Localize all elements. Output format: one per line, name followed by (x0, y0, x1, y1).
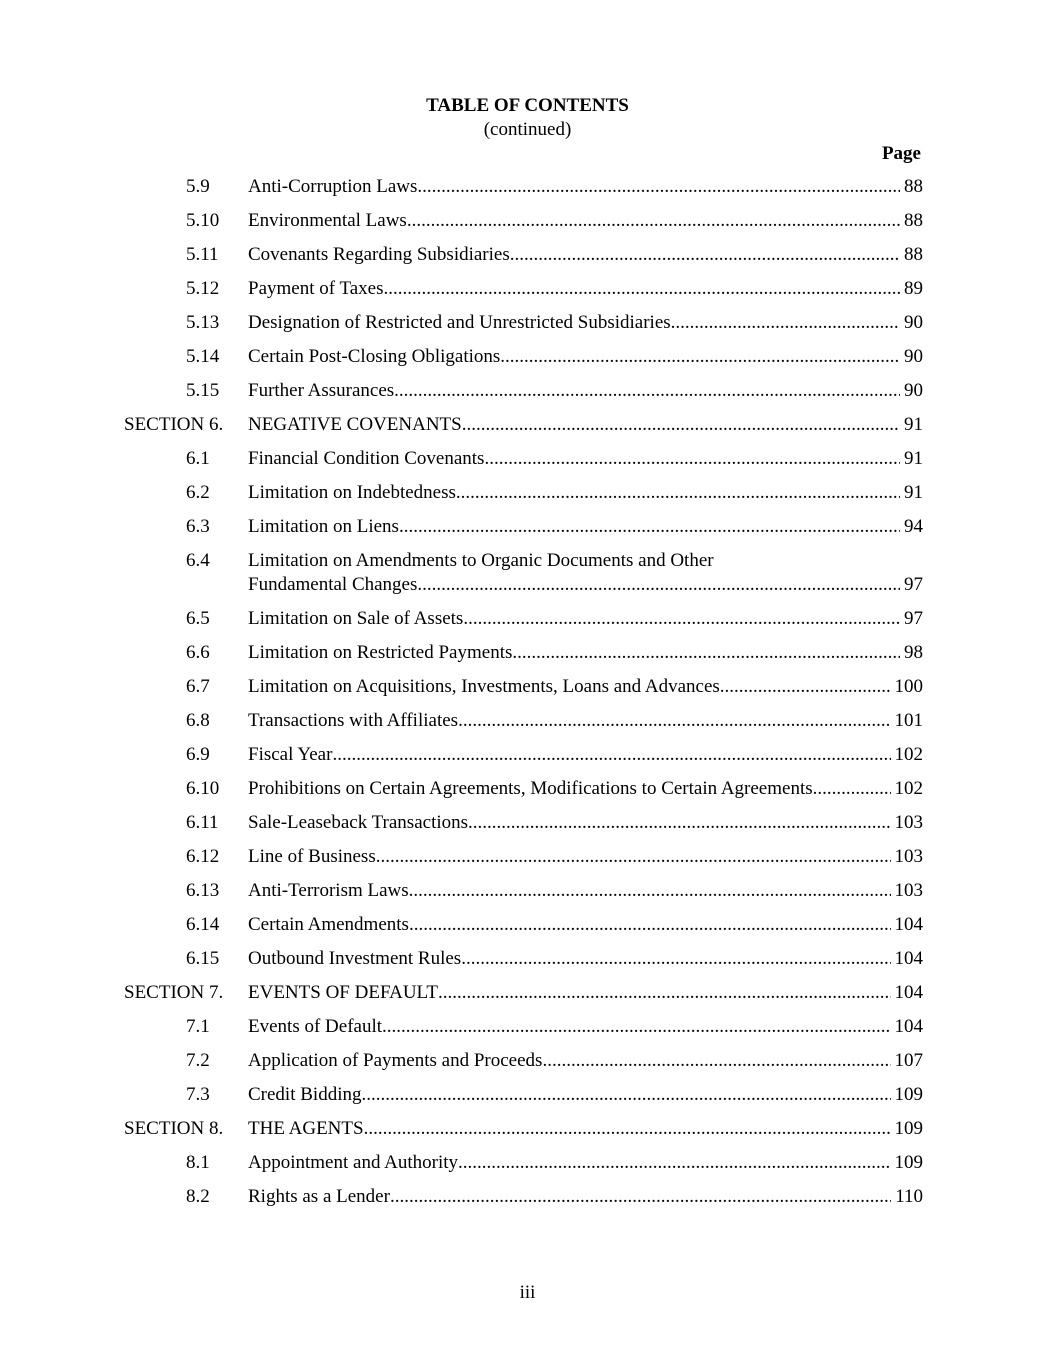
toc-entry-line (248, 913, 923, 937)
toc-entry-title: Events of Default (248, 1016, 383, 1037)
dot-leader (382, 1015, 890, 1039)
dot-leader (510, 243, 900, 267)
toc-entry[interactable] (0, 277, 1055, 311)
toc-entry-title: Environmental Laws (248, 210, 407, 231)
toc-entry-page-number: 88 (904, 210, 923, 231)
toc-entry-number: 6.5 (186, 608, 210, 629)
toc-entry-number: 7.1 (186, 1016, 210, 1037)
toc-list (0, 175, 1055, 1219)
toc-entry[interactable] (0, 243, 1055, 277)
dot-leader (409, 879, 891, 903)
toc-entry-line (248, 1083, 923, 1107)
toc-entry-title: Sale-Leaseback Transactions (248, 812, 469, 833)
toc-entry-page-number: 90 (904, 346, 923, 367)
toc-entry-page-number: 100 (894, 676, 923, 697)
toc-entry-title: Fiscal Year (248, 744, 333, 765)
toc-entry-title: Rights as a Lender (248, 1186, 390, 1207)
toc-entry-number: 6.11 (186, 812, 219, 833)
toc-entry-title: Anti-Corruption Laws (248, 176, 418, 197)
toc-entry-line (248, 1049, 923, 1073)
toc-entry[interactable] (0, 447, 1055, 481)
toc-entry-page-number: 91 (904, 482, 923, 503)
toc-entry-page-number: 103 (894, 812, 923, 833)
toc-entry-number: 5.9 (186, 176, 210, 197)
dot-leader (458, 1151, 890, 1175)
toc-entry-number: 5.13 (186, 312, 220, 333)
toc-entry[interactable] (0, 607, 1055, 641)
toc-entry-line (248, 209, 923, 233)
toc-entry-page-number: 88 (904, 244, 923, 265)
toc-entry[interactable] (0, 709, 1055, 743)
toc-entry-page-number: 104 (894, 948, 923, 969)
toc-subtitle: (continued) (483, 119, 572, 140)
toc-entry-title: Designation of Restricted and Unrestricted Subsidiaries. (248, 312, 676, 333)
dot-leader (361, 1083, 890, 1107)
toc-entry-page-number: 104 (894, 1016, 923, 1037)
toc-entry-title: Appointment and Authority (248, 1152, 459, 1173)
toc-entry-line (248, 743, 923, 767)
toc-entry[interactable] (0, 515, 1055, 549)
toc-entry-line (248, 1185, 923, 1209)
toc-entry-line (248, 1015, 923, 1039)
dot-leader (390, 1185, 891, 1209)
toc-entry-number: 5.14 (186, 346, 220, 367)
toc-entry-page-number: 107 (894, 1050, 923, 1071)
toc-entry-page-number: 104 (894, 982, 923, 1003)
toc-entry-page-number: 89 (904, 278, 923, 299)
dot-leader (675, 311, 900, 335)
toc-entry-number: 6.2 (186, 482, 210, 503)
toc-entry-line (248, 1151, 923, 1175)
toc-entry-number: 5.15 (186, 380, 220, 401)
dot-leader (542, 1049, 890, 1073)
toc-entry[interactable] (0, 481, 1055, 515)
dot-leader (500, 345, 900, 369)
toc-entry-title-line1: Limitation on Amendments to Organic Documents and Other (248, 550, 714, 571)
toc-entry-title: Further Assurances. (248, 380, 399, 401)
toc-entry-line (248, 447, 923, 471)
dot-leader (461, 947, 890, 971)
toc-entry-number: 8.1 (186, 1152, 210, 1173)
toc-entry-line (248, 641, 923, 665)
toc-entry-page-number: 101 (894, 710, 923, 731)
dot-leader (512, 641, 900, 665)
toc-entry-line (248, 947, 923, 971)
toc-entry-line (248, 709, 923, 733)
toc-entry-title: Application of Payments and Proceeds (248, 1050, 543, 1071)
toc-entry-number: 6.14 (186, 914, 220, 935)
toc-entry-number: 6.15 (186, 948, 220, 969)
toc-entry-number: 6.13 (186, 880, 220, 901)
toc-entry-page-number: 109 (894, 1152, 923, 1173)
toc-entry-line (248, 413, 923, 437)
toc-entry-page-number: 103 (894, 880, 923, 901)
dot-leader (332, 743, 890, 767)
toc-entry-page-number: 109 (894, 1118, 923, 1139)
toc-entry-number: SECTION 6. (124, 414, 224, 435)
toc-entry-line (248, 607, 923, 631)
toc-entry-title: Limitation on Indebtedness (248, 482, 456, 503)
toc-entry[interactable] (0, 549, 1055, 607)
toc-entry-number: 7.2 (186, 1050, 210, 1071)
toc-entry-line (248, 981, 923, 1005)
toc-section-entry[interactable] (0, 981, 1055, 1015)
toc-entry-page-number: 103 (894, 846, 923, 867)
toc-entry-line (248, 1117, 923, 1141)
toc-entry-page-number: 91 (904, 414, 923, 435)
toc-entry-page-number: 109 (894, 1084, 923, 1105)
toc-entry-line (248, 175, 923, 199)
dot-leader (384, 277, 900, 301)
dot-leader (438, 981, 890, 1005)
toc-entry-number: 6.12 (186, 846, 220, 867)
toc-entry[interactable] (0, 345, 1055, 379)
toc-entry[interactable] (0, 1015, 1055, 1049)
toc-entry-number: SECTION 8. (124, 1118, 224, 1139)
dot-leader (364, 1117, 891, 1141)
dot-leader (407, 209, 900, 233)
toc-entry-page-number: 90 (904, 380, 923, 401)
toc-entry-title: Limitation on Restricted Payments (248, 642, 513, 663)
dot-leader (468, 811, 890, 835)
toc-entry-page-number: 102 (894, 778, 923, 799)
toc-entry-number: 7.3 (186, 1084, 210, 1105)
toc-section-entry[interactable] (0, 413, 1055, 447)
toc-entry-line (248, 573, 923, 597)
toc-entry-page-number: 91 (904, 448, 923, 469)
toc-entry-page-number: 98 (904, 642, 923, 663)
toc-entry-number: 6.8 (186, 710, 210, 731)
toc-entry[interactable] (0, 845, 1055, 879)
toc-entry-page-number: 90 (904, 312, 923, 333)
toc-title: TABLE OF CONTENTS (426, 95, 629, 116)
toc-entry-title: Limitation on Acquisitions, Investments, Loans and Advances (248, 676, 720, 697)
toc-entry-number: 6.3 (186, 516, 210, 537)
toc-entry[interactable] (0, 1185, 1055, 1219)
toc-entry-title: Outbound Investment Rules (248, 948, 462, 969)
page-column-header: Page (881, 143, 921, 164)
toc-entry-number: 8.2 (186, 1186, 210, 1207)
dot-leader (462, 413, 900, 437)
toc-entry-line (248, 243, 923, 267)
toc-entry-title: NEGATIVE COVENANTS (248, 414, 462, 435)
toc-entry-line (248, 379, 923, 403)
toc-entry-title: Limitation on Sale of Assets (248, 608, 464, 629)
toc-entry-page-number: 94 (904, 516, 923, 537)
toc-entry-title: EVENTS OF DEFAULT (248, 982, 439, 1003)
toc-entry[interactable] (0, 913, 1055, 947)
toc-entry-line (248, 481, 923, 505)
toc-entry-page-number: 97 (904, 608, 923, 629)
toc-entry[interactable] (0, 777, 1055, 811)
toc-entry-line (248, 311, 923, 335)
toc-entry-title: Payment of Taxes (248, 278, 384, 299)
toc-entry-title: Covenants Regarding Subsidiaries (248, 244, 510, 265)
toc-entry-page-number: 104 (894, 914, 923, 935)
toc-entry-title: Prohibitions on Certain Agreements, Modifications to Certain Agreements (248, 778, 813, 799)
dot-leader (399, 515, 900, 539)
toc-entry-line (248, 879, 923, 903)
toc-entry-title: Certain Post-Closing Obligations (248, 346, 501, 367)
dot-leader (409, 913, 891, 937)
toc-entry-title: Limitation on Liens (248, 516, 399, 537)
toc-entry-page-number: 97 (904, 574, 923, 595)
toc-entry-number: 6.1 (186, 448, 210, 469)
toc-entry[interactable] (0, 743, 1055, 777)
dot-leader (456, 481, 900, 505)
toc-entry-title: Fundamental Changes (248, 574, 418, 595)
toc-entry[interactable] (0, 379, 1055, 413)
toc-entry-number: 6.4 (186, 550, 210, 571)
toc-entry-line (248, 845, 923, 869)
dot-leader (376, 845, 891, 869)
dot-leader (458, 709, 890, 733)
toc-entry-line (248, 515, 923, 539)
toc-entry-page-number: 102 (894, 744, 923, 765)
toc-entry[interactable] (0, 879, 1055, 913)
toc-entry-page-number: 88 (904, 176, 923, 197)
toc-entry-number: 6.10 (186, 778, 220, 799)
toc-entry[interactable] (0, 1083, 1055, 1117)
toc-entry-line (248, 675, 923, 699)
toc-entry-title: Line of Business (248, 846, 376, 867)
dot-leader (813, 777, 891, 801)
toc-entry[interactable] (0, 1049, 1055, 1083)
toc-entry[interactable] (0, 311, 1055, 345)
toc-entry-number: 5.12 (186, 278, 220, 299)
dot-leader (417, 573, 900, 597)
toc-entry-number: SECTION 7. (124, 982, 224, 1003)
dot-leader (484, 447, 900, 471)
toc-entry[interactable] (0, 1151, 1055, 1185)
toc-entry-number: 6.7 (186, 676, 210, 697)
toc-entry-title: Financial Condition Covenants (248, 448, 485, 469)
dot-leader (463, 607, 900, 631)
dot-leader (399, 379, 900, 403)
toc-entry-number: 6.6 (186, 642, 210, 663)
toc-entry-line (248, 811, 923, 835)
toc-entry-number: 5.10 (186, 210, 220, 231)
toc-entry[interactable] (0, 209, 1055, 243)
footer-page-number: iii (519, 1282, 536, 1303)
toc-entry[interactable] (0, 641, 1055, 675)
toc-entry-title: Credit Bidding (248, 1084, 362, 1105)
toc-entry-title: Certain Amendments (248, 914, 409, 935)
toc-section-entry[interactable] (0, 1117, 1055, 1151)
toc-entry[interactable] (0, 811, 1055, 845)
toc-entry-title: THE AGENTS (248, 1118, 364, 1139)
toc-entry-title: Transactions with Affiliates (248, 710, 459, 731)
dot-leader (720, 675, 891, 699)
toc-entry[interactable] (0, 947, 1055, 981)
toc-entry-page-number: 110 (895, 1186, 923, 1207)
dot-leader (417, 175, 900, 199)
toc-entry[interactable] (0, 675, 1055, 709)
toc-entry-line (248, 777, 923, 801)
toc-entry-title: Anti-Terrorism Laws (248, 880, 409, 901)
toc-entry-number: 5.11 (186, 244, 219, 265)
toc-entry-line (248, 277, 923, 301)
toc-entry[interactable] (0, 175, 1055, 209)
toc-entry-line (248, 345, 923, 369)
toc-entry-number: 6.9 (186, 744, 210, 765)
